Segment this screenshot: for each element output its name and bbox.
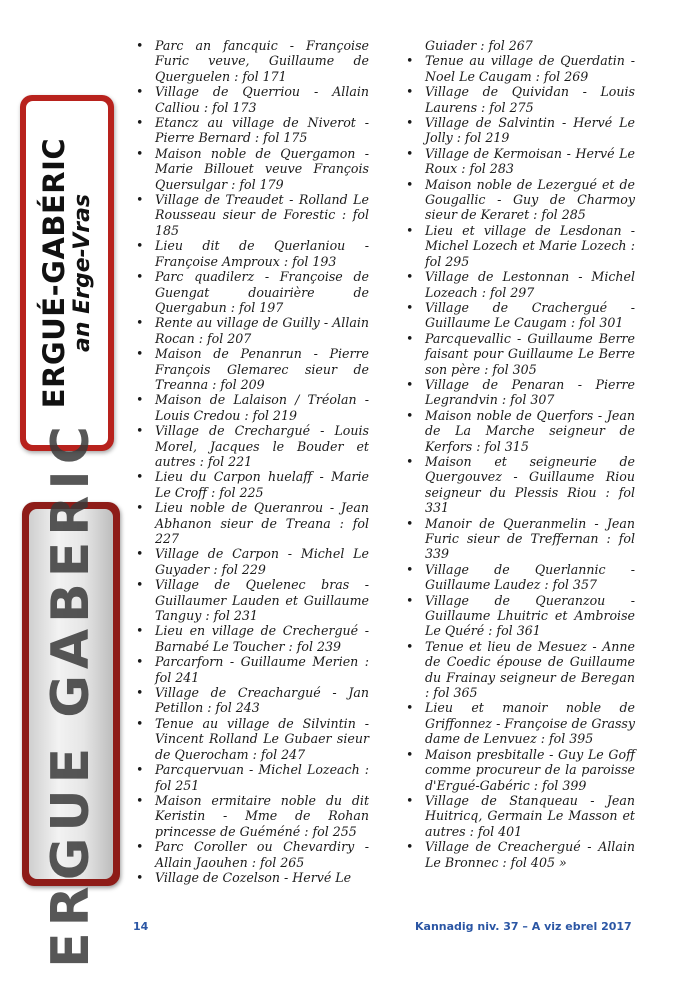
list-item-text: Village de Cozelson - Hervé Le — [155, 869, 352, 885]
bullet-icon: • — [406, 792, 414, 808]
list-item — [406, 746, 635, 793]
sign-name-breton: an Erge-Vras — [70, 193, 95, 353]
bullet-icon: • — [406, 592, 414, 608]
list-item — [406, 115, 635, 146]
list-item — [136, 392, 369, 423]
bullet-icon: • — [406, 84, 414, 100]
list-item-text: Village de Quividan - Louis Laurens : fol 275 — [425, 84, 635, 115]
bullet-icon: • — [136, 38, 144, 53]
list-item — [136, 577, 369, 624]
bullet-icon: • — [406, 269, 414, 285]
continued-entry-text: Guiader : fol 267 — [425, 38, 533, 53]
right-column — [406, 38, 635, 870]
list-item — [136, 839, 369, 870]
list-item — [136, 654, 369, 685]
bullet-icon: • — [136, 392, 144, 408]
list-item-text: Maison de Penanrun - Pierre François Glemarec sieur de Treanna : fol 209 — [155, 346, 369, 392]
bullet-icon: • — [136, 577, 144, 593]
bullet-icon: • — [136, 685, 144, 701]
list-item-text: Maison noble de Querfors - Jean de La Marche seigneur de Kerfors : fol 315 — [425, 407, 635, 454]
right-column-list — [406, 53, 635, 870]
list-item-text: Maison de Lalaison / Tréolan - Louis Credou : fol 219 — [155, 392, 369, 423]
list-item-text: Village de Querriou - Allain Calliou : fol 173 — [155, 84, 369, 115]
list-item — [406, 515, 635, 562]
list-item — [406, 638, 635, 701]
list-item-text: Village de Crachergué - Guillaume Le Caugam : fol 301 — [425, 299, 635, 331]
list-item — [406, 561, 635, 593]
bullet-icon: • — [136, 84, 144, 100]
list-item — [406, 592, 635, 639]
ergue-gaberic-sign-photo — [20, 95, 114, 451]
list-item-text: Tenue au village de Querdatin - Noel Le Caugam : fol 269 — [425, 53, 635, 84]
bullet-icon: • — [406, 330, 414, 346]
list-item-text: Village de Carpon - Michel Le Guyader : fol 229 — [155, 546, 369, 577]
bullet-icon: • — [136, 546, 144, 562]
list-item — [406, 222, 635, 269]
list-item — [136, 84, 369, 115]
bullet-icon: • — [406, 746, 414, 762]
list-item-text: Parc an fancquic - Françoise Furic veuve, Guillaume de Querguelen : fol 171 — [155, 38, 369, 84]
list-item-text: Maison ermitaire noble du dit Keristin - Mme de Rohan princesse de Guéméné : fol 255 — [155, 792, 369, 839]
list-item-text: Tenue au village de Silvintin - Vincent Rolland Le Gubaer sieur de Querocham : fol 247 — [155, 715, 369, 762]
list-item-text: Lieu en village de Crechergué - Barnabé Le Toucher : fol 239 — [155, 623, 369, 654]
list-item-text: Lieu noble de Queranrou - Jean Abhanon sieur de Treana : fol 227 — [155, 500, 369, 546]
bullet-icon: • — [136, 762, 144, 778]
list-item-text: Parcarforn - Guillaume Merien : fol 241 — [155, 654, 369, 685]
list-item-text: Village de Penaran - Pierre Legrandvin : fol 307 — [425, 376, 635, 408]
list-item — [406, 84, 635, 115]
bullet-icon: • — [406, 299, 414, 315]
list-item — [136, 869, 369, 885]
bullet-icon: • — [406, 176, 414, 192]
bullet-icon: • — [136, 654, 144, 670]
footer-publication-title: Kannadig niv. 37 – A viz ebrel 2017 — [415, 920, 632, 933]
bullet-icon: • — [406, 561, 414, 577]
list-item-text: Village de Lestonnan - Michel Lozeach : fol 297 — [425, 269, 635, 300]
sign-name-french: ERGUÉ-GABÉRIC — [37, 137, 71, 409]
list-item — [136, 715, 369, 762]
bullet-icon: • — [136, 238, 144, 254]
list-item — [406, 453, 635, 516]
bullet-icon: • — [136, 500, 144, 516]
list-item-text: Village de Creachargué - Jan Petillon : fol 243 — [155, 685, 369, 716]
list-item — [136, 685, 369, 716]
list-item-text: Village de Kermoisan - Hervé Le Roux : fol 283 — [425, 145, 635, 177]
list-item — [406, 145, 635, 177]
list-item-text: Village de Stanqueau - Jean Huitricq, Germain Le Masson et autres : fol 401 — [425, 792, 635, 839]
list-item — [136, 38, 369, 84]
list-item — [406, 792, 635, 839]
bullet-icon: • — [136, 869, 144, 885]
list-item — [136, 192, 369, 238]
list-item — [136, 315, 369, 346]
list-item — [136, 546, 369, 577]
list-item — [136, 792, 369, 839]
list-item-text: Lieu du Carpon huelaff - Marie Le Croff : fol 225 — [155, 469, 369, 500]
bullet-icon: • — [136, 469, 144, 485]
bullet-icon: • — [136, 346, 144, 362]
bullet-icon: • — [136, 192, 144, 208]
bullet-icon: • — [406, 638, 414, 654]
list-item — [136, 623, 369, 654]
list-item — [406, 176, 635, 223]
list-item — [136, 269, 369, 315]
list-item — [406, 700, 635, 747]
bullet-icon: • — [406, 376, 414, 392]
list-item-text: Lieu et village de Lesdonan - Michel Lozech et Marie Lozech : fol 295 — [425, 222, 635, 269]
bullet-icon: • — [406, 53, 414, 69]
bullet-icon: • — [406, 407, 414, 423]
bullet-icon: • — [406, 839, 414, 855]
list-item-text: Village de Quelenec bras - Guillaumer Lauden et Guillaume Tanguy : fol 231 — [155, 577, 369, 624]
bullet-icon: • — [136, 792, 144, 808]
bullet-icon: • — [136, 115, 144, 131]
list-item-text: Parc Coroller ou Chevardiry - Allain Jaouhen : fol 265 — [155, 839, 369, 870]
page-number: 14 — [133, 920, 149, 933]
bullet-icon: • — [406, 222, 414, 238]
bullet-icon: • — [406, 700, 414, 716]
list-item — [136, 423, 369, 469]
list-item — [406, 53, 635, 84]
left-column-list — [136, 38, 369, 885]
old-ergue-gaberic-sign-photo — [22, 420, 120, 968]
list-item-text: Village de Creachergué - Allain Le Bronnec : fol 405 » — [425, 839, 635, 870]
bullet-icon: • — [406, 453, 414, 469]
old-sign-name: ERGUE GABERIC — [41, 420, 101, 968]
list-item-text: Village de Queranzou - Guillaume Lhuitric et Ambroise Le Quéré : fol 361 — [425, 592, 635, 639]
list-item — [406, 299, 635, 331]
list-item — [406, 376, 635, 408]
list-item-text: Tenue et lieu de Mesuez - Anne de Coedic épouse de Guillaume du Frainay seigneur de Beregan : fol 365 — [425, 638, 635, 701]
list-item — [406, 269, 635, 300]
list-item-text: Parc quadilerz - Françoise de Guengat douairière de Quergabun : fol 197 — [155, 269, 369, 315]
list-item-text: Manoir de Queranmelin - Jean Furic sieur de Treffernan : fol 339 — [425, 515, 635, 562]
list-item-text: Parcquervuan - Michel Lozeach : fol 251 — [155, 762, 369, 793]
bullet-icon: • — [136, 423, 144, 439]
list-item-text: Maison noble de Lezergué et de Gougallic - Guy de Charmoy sieur de Keraret : fol 285 — [425, 176, 635, 223]
list-item — [136, 469, 369, 500]
list-item-text: Etancz au village de Niverot - Pierre Bernard : fol 175 — [155, 115, 369, 146]
bullet-icon: • — [136, 623, 144, 639]
list-item — [136, 346, 369, 392]
list-item — [136, 500, 369, 546]
list-item-text: Village de Salvintin - Hervé Le Jolly : fol 219 — [425, 115, 635, 146]
list-item-text: Village de Crechargué - Louis Morel, Jacques le Bouder et autres : fol 221 — [155, 423, 369, 469]
list-item — [136, 762, 369, 793]
bullet-icon: • — [406, 115, 414, 131]
bullet-icon: • — [406, 145, 414, 161]
list-item — [406, 839, 635, 870]
list-item-text: Lieu dit de Querlaniou - Françoise Amproux : fol 193 — [155, 238, 369, 269]
list-item-text: Village de Querlannic - Guillaume Laudez : fol 357 — [425, 561, 635, 593]
list-item — [406, 407, 635, 454]
list-item-text: Rente au village de Guilly - Allain Rocan : fol 207 — [155, 315, 369, 346]
list-item — [136, 145, 369, 192]
bullet-icon: • — [136, 839, 144, 855]
bullet-icon: • — [136, 715, 144, 731]
list-item — [136, 115, 369, 146]
list-item — [406, 330, 635, 377]
list-item-text: Maison noble de Quergamon - Marie Billouet veuve François Quersulgar : fol 179 — [155, 145, 369, 192]
list-item-text: Parcquevallic - Guillaume Berre faisant pour Guillaume Le Berre son père : fol 305 — [425, 330, 635, 377]
list-item-text: Maison presbitalle - Guy Le Goff comme procureur de la paroisse d'Ergué-Gabéric : fol 399 — [425, 746, 635, 793]
bullet-icon: • — [136, 315, 144, 331]
list-item — [136, 238, 369, 269]
bullet-icon: • — [406, 515, 414, 531]
list-item-text: Lieu et manoir noble de Griffonnez - Françoise de Grassy dame de Lenvuez : fol 395 — [425, 700, 635, 747]
list-item-text: Maison et seigneurie de Quergouvez - Guillaume Riou seigneur du Plessis Riou : fol 331 — [425, 453, 635, 516]
bullet-icon: • — [136, 269, 144, 285]
list-item-text: Village de Treaudet - Rolland Le Rousseau sieur de Forestic : fol 185 — [155, 192, 369, 238]
bullet-icon: • — [136, 145, 144, 161]
